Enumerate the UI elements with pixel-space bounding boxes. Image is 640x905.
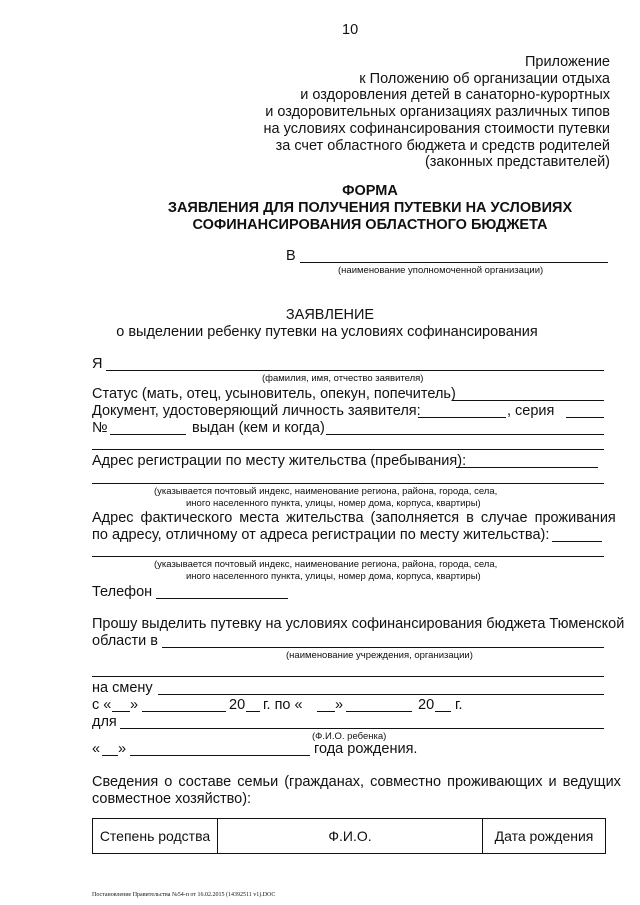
- birth-day-field[interactable]: [102, 755, 118, 756]
- page-number: 10: [342, 22, 359, 38]
- status-label: Статус (мать, отец, усыновитель, опекун, попечитель): [92, 386, 456, 402]
- form-title-line: ФОРМА: [342, 183, 398, 199]
- birth-suffix: года рождения.: [314, 741, 418, 757]
- institution-caption: (наименование учреждения, организации): [286, 650, 473, 661]
- registration-caption: (указывается почтовый индекс, наименование региона, района, города, села,: [154, 486, 498, 497]
- phone-label: Телефон: [92, 584, 153, 600]
- application-title: ЗАЯВЛЕНИЕ: [285, 307, 375, 323]
- document-number-field[interactable]: [110, 434, 186, 435]
- institution-field-continued[interactable]: [92, 676, 604, 677]
- status-field[interactable]: [452, 400, 604, 401]
- date-to-close: »: [335, 697, 344, 713]
- request-line-1: Прошу выделить путевку на условиях софинансирования бюджета Тюменской: [92, 616, 625, 632]
- appendix-line: за счет областного бюджета и средств родителей: [275, 137, 610, 154]
- date-to-month-field[interactable]: [346, 711, 412, 712]
- institution-field[interactable]: [162, 647, 604, 648]
- applicant-name-field[interactable]: [106, 370, 604, 371]
- family-line-2: совместное хозяйство):: [92, 791, 252, 807]
- appendix-line: к Положению об организации отдыха: [359, 70, 610, 87]
- i-label: Я: [92, 356, 103, 372]
- registration-field-continued[interactable]: [92, 483, 604, 484]
- registration-caption: иного населенного пункта, улицы, номер дома, корпуса, квартиры): [186, 498, 481, 509]
- registration-field[interactable]: [456, 467, 598, 468]
- date-to-year-field[interactable]: [435, 711, 451, 712]
- issued-field[interactable]: [326, 434, 604, 435]
- date-from-century: 20: [229, 697, 246, 713]
- actual-address-field-continued[interactable]: [92, 556, 604, 557]
- footer-note: Постановление Правительства №54-п от 16.02.2015 (14392511 v1).DOC: [92, 892, 276, 898]
- number-label: №: [92, 420, 108, 436]
- appendix-line: (законных представителей): [424, 154, 610, 171]
- family-table: [92, 818, 606, 854]
- series-label: , серия: [507, 403, 555, 419]
- header-full-name: Ф.И.О.: [218, 819, 483, 854]
- date-from-day-field[interactable]: [112, 711, 130, 712]
- phone-field[interactable]: [156, 598, 288, 599]
- applicant-name-caption: (фамилия, имя, отчество заявителя): [262, 373, 424, 384]
- appendix-line: и оздоровительных организациях различных типов: [265, 104, 610, 121]
- shift-label: на смену: [92, 680, 153, 696]
- date-to-year-suffix: г.: [455, 697, 463, 713]
- date-to-open: г. по «: [263, 697, 303, 713]
- appendix-block: [264, 54, 610, 171]
- child-name-field[interactable]: [120, 728, 604, 729]
- actual-address-line: [92, 510, 616, 526]
- recipient-prefix: В: [286, 248, 296, 264]
- document-type-field[interactable]: [418, 417, 506, 418]
- form-title-line: ЗАЯВЛЕНИЯ ДЛЯ ПОЛУЧЕНИЯ ПУТЕВКИ НА УСЛОВИЯХ: [167, 200, 573, 216]
- registration-label: Адрес регистрации по месту жительства (пребывания):: [92, 453, 467, 469]
- form-title: [100, 183, 640, 234]
- actual-address-field[interactable]: [552, 541, 602, 542]
- document-label: Документ, удостоверяющий личность заявителя:: [92, 403, 421, 419]
- actual-address-caption: иного населенного пункта, улицы, номер дома, корпуса, квартиры): [186, 571, 481, 582]
- recipient-field[interactable]: [300, 262, 608, 263]
- appendix-line: на условиях софинансирования стоимости путевки: [263, 120, 610, 137]
- issued-field-continued[interactable]: [92, 449, 604, 450]
- recipient-caption: (наименование уполномоченной организации): [338, 265, 544, 276]
- actual-address-text: Адрес фактического места жительства (заполняется в случае проживания: [92, 510, 616, 526]
- appendix-line: и оздоровления детей в санаторно-курортных: [300, 87, 610, 104]
- issued-label: выдан (кем и когда): [192, 420, 325, 436]
- appendix-line: Приложение: [524, 54, 610, 70]
- child-name-caption: (Ф.И.О. ребенка): [312, 731, 387, 742]
- birth-close: »: [118, 741, 127, 757]
- actual-address-line-2: по адресу, отличному от адреса регистрации по месту жительства):: [92, 527, 550, 543]
- date-from-open: с «: [92, 697, 112, 713]
- date-to-day-field[interactable]: [317, 711, 335, 712]
- shift-field[interactable]: [158, 694, 604, 695]
- date-from-month-field[interactable]: [142, 711, 226, 712]
- actual-address-caption: (указывается почтовый индекс, наименование региона, района, города, села,: [154, 559, 498, 570]
- date-to-century: 20: [418, 697, 435, 713]
- application-subtitle: о выделении ребенку путевки на условиях софинансирования: [116, 324, 538, 340]
- request-line-2: области в: [92, 633, 158, 649]
- series-field[interactable]: [566, 417, 604, 418]
- header-birth-date: Дата рождения: [483, 819, 606, 854]
- date-from-close: »: [130, 697, 139, 713]
- date-from-year-field[interactable]: [246, 711, 260, 712]
- family-table-header-row: [93, 819, 606, 854]
- header-relationship: Степень родства: [93, 819, 218, 854]
- family-line-1: Сведения о составе семьи (гражданах, совместно проживающих и ведущих: [92, 774, 621, 790]
- for-label: для: [92, 714, 117, 730]
- birth-open: «: [92, 741, 101, 757]
- birth-date-field[interactable]: [130, 755, 310, 756]
- form-title-line: СОФИНАНСИРОВАНИЯ ОБЛАСТНОГО БЮДЖЕТА: [192, 217, 548, 233]
